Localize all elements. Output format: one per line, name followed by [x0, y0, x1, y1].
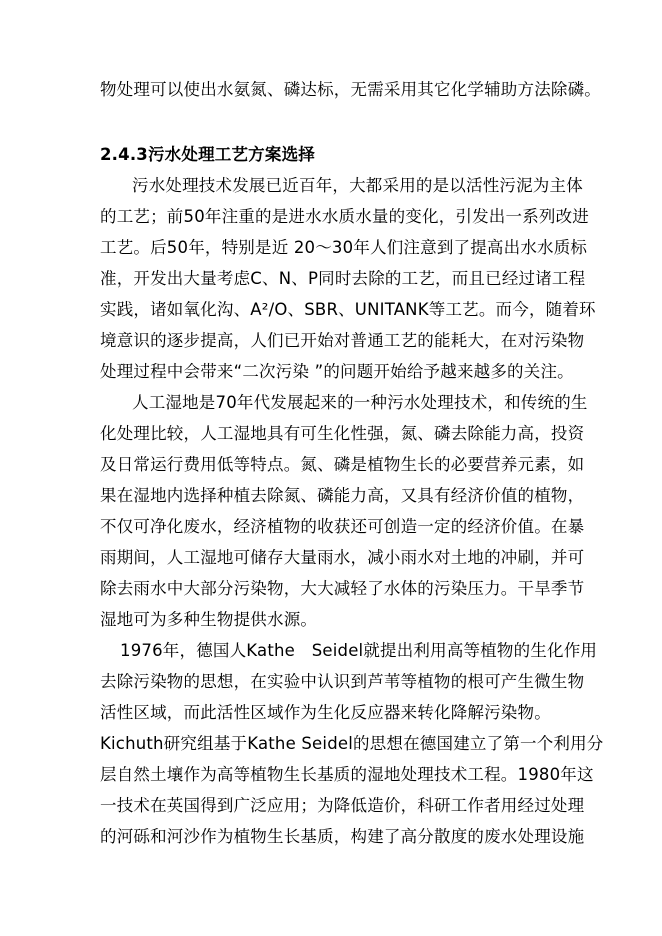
paragraph-line-15: 雨期间，人工湿地可储存大量雨水，减小雨水对土地的冲刷，并可: [100, 548, 585, 567]
paragraph-line-20: 活性区域，而此活性区域作为生化反应器来转化降解污染物。: [100, 703, 551, 722]
paragraph-line-7: 实践，诸如氧化沟、A²/O、SBR、UNITANK等工艺。而今，随着环: [100, 300, 596, 319]
paragraph-line-18: 1976年，德国人Kathe Seidel就提出利用高等植物的生化作用: [120, 641, 598, 660]
paragraph-line-17: 湿地可为多种生物提供水源。: [100, 610, 318, 629]
paragraph-line-24: 的河砾和河沙作为植物生长基质，构建了高分散度的废水处理设施: [100, 827, 585, 846]
paragraph-line-21: Kichuth研究组基于Kathe Seidel的思想在德国建立了第一个利用分: [100, 734, 604, 753]
paragraph-line-3: 污水处理技术发展已近百年，大都采用的是以活性污泥为主体: [132, 176, 583, 195]
paragraph-line-13: 果在湿地内选择种植去除氮、磷能力高，又具有经济价值的植物，: [100, 486, 585, 505]
section-heading: 2.4.3污水处理工艺方案选择: [100, 145, 315, 164]
paragraph-line-8: 境意识的逐步提高，人们已开始对普通工艺的能耗大，在对污染物: [100, 331, 585, 350]
paragraph-line-4: 的工艺；前50年注重的是进水水质水量的变化，引发出一系列改进: [100, 207, 589, 226]
paragraph-line-1: 物处理可以使出水氨氮、磷达标，无需采用其它化学辅助方法除磷。: [100, 80, 601, 99]
paragraph-line-23: 一技术在英国得到广泛应用；为降低造价，科研工作者用经过处理: [100, 796, 585, 815]
paragraph-line-19: 去除污染物的思想，在实验中认识到芦苇等植物的根可产生微生物: [100, 672, 585, 691]
paragraph-line-14: 不仅可净化废水，经济植物的收获还可创造一定的经济价值。在暴: [100, 517, 585, 536]
paragraph-line-22: 层自然土壤作为高等植物生长基质的湿地处理技术工程。1980年这: [100, 765, 594, 784]
paragraph-line-6: 准，开发出大量考虑C、N、P同时去除的工艺，而且已经过诸工程: [100, 269, 586, 288]
paragraph-line-9: 处理过程中会带来“二次污染 ”的问题开始给予越来越多的关注。: [100, 362, 574, 381]
paragraph-line-16: 除去雨水中大部分污染物，大大减轻了水体的污染压力。干旱季节: [100, 579, 585, 598]
paragraph-line-11: 化处理比较，人工湿地具有可生化性强，氮、磷去除能力高，投资: [100, 424, 585, 443]
paragraph-line-10: 人工湿地是70年代发展起来的一种污水处理技术，和传统的生: [132, 393, 588, 412]
paragraph-line-5: 工艺。后50年，特别是近 20～30年人们注意到了提高出水水质标: [100, 238, 588, 257]
paragraph-line-12: 及日常运行费用低等特点。氮、磷是植物生长的必要营养元素，如: [100, 455, 585, 474]
